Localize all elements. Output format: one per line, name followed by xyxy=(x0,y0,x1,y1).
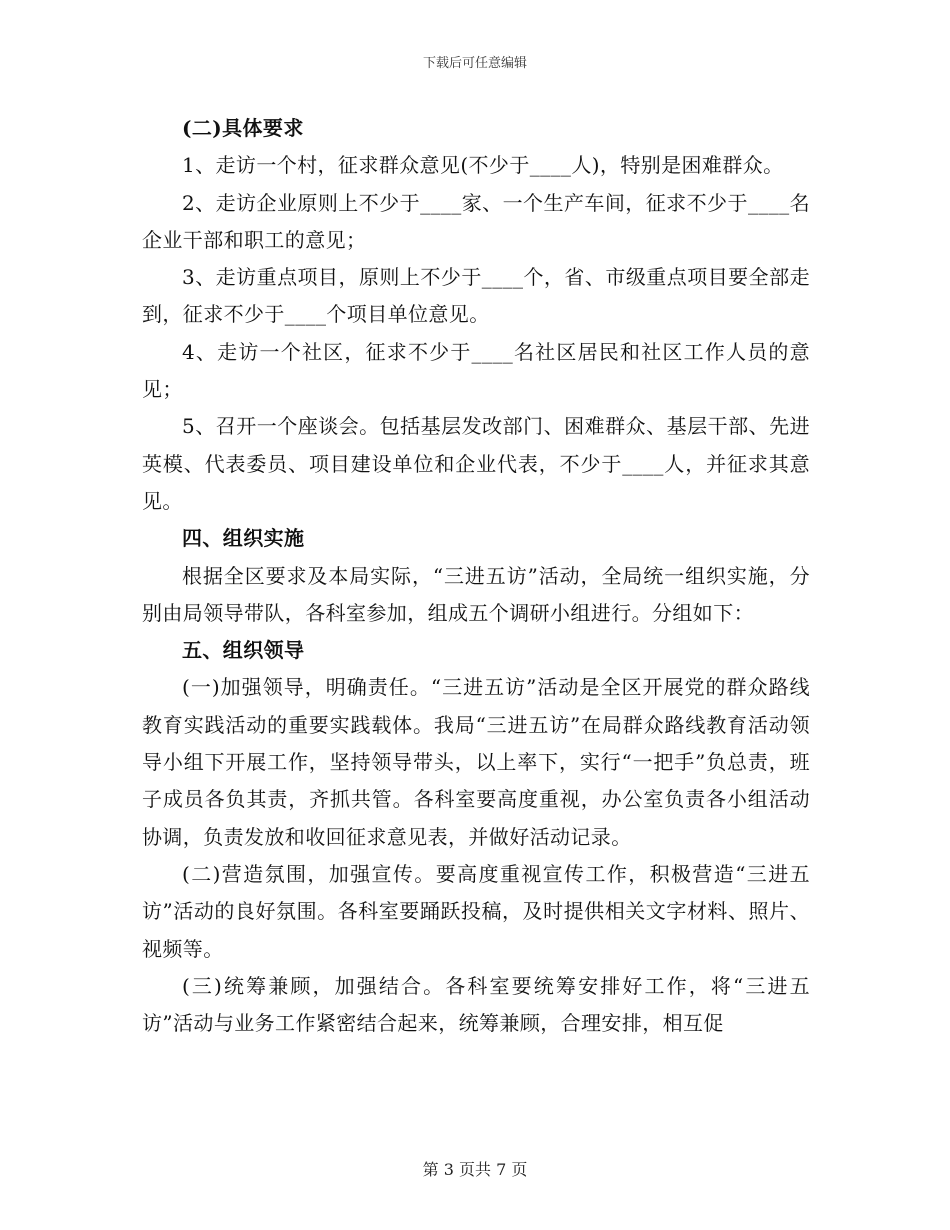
paragraph: (三)统筹兼顾，加强结合。各科室要统筹安排好工作，将“三进五访”活动与业务工作紧密结合起来，统筹兼顾，合理安排，相互促 xyxy=(142,973,810,1036)
paragraph: (二)营造氛围，加强宣传。要高度重视宣传工作，积极营造“三进五访”活动的良好氛围。各科室要踊跃投稿，及时提供相关文字材料、照片、视频等。 xyxy=(142,861,810,961)
paragraph: (一)加强领导，明确责任。“三进五访”活动是全区开展党的群众路线教育实践活动的重要实践载体。我局“三进五访”在局群众路线教育活动领导小组下开展工作，坚持领导带头，以上率下，实行“一把手”负总责，班子成员各负其责，齐抓共管。各科室要高度重视，办公室负责各小组活动协调，负责发放和收回征求意见表，并做好活动记录。 xyxy=(142,675,810,849)
paragraph: 5、召开一个座谈会。包括基层发改部门、困难群众、基层干部、先进英模、代表委员、项目建设单位和企业代表，不少于____人，并征求其意见。 xyxy=(142,414,810,513)
paragraph: 1、走访一个村，征求群众意见(不少于____人)，特别是困难群众。 xyxy=(182,153,784,178)
page-footer: 第 3 页共 7 页 xyxy=(422,1160,528,1179)
paragraph: (二)具体要求 xyxy=(182,116,304,140)
paragraph: 五、组织领导 xyxy=(182,638,305,663)
paragraph: 2、走访企业原则上不少于____家、一个生产车间，征求不少于____名企业干部和职工的意见； xyxy=(142,190,810,252)
paragraph: 3、走访重点项目，原则上不少于____个，省、市级重点项目要全部走到，征求不少于____个项目单位意见。 xyxy=(142,265,810,327)
paragraph: 四、组织实施 xyxy=(182,526,305,551)
paragraph: 根据全区要求及本局实际，“三进五访”活动，全局统一组织实施，分别由局领导带队，各科室参加，组成五个调研小组进行。分组如下： xyxy=(142,563,810,625)
document-body xyxy=(142,110,810,1042)
paragraph: 4、走访一个社区，征求不少于____名社区居民和社区工作人员的意见； xyxy=(142,339,810,402)
page-header: 下载后可任意编辑 xyxy=(422,56,527,71)
